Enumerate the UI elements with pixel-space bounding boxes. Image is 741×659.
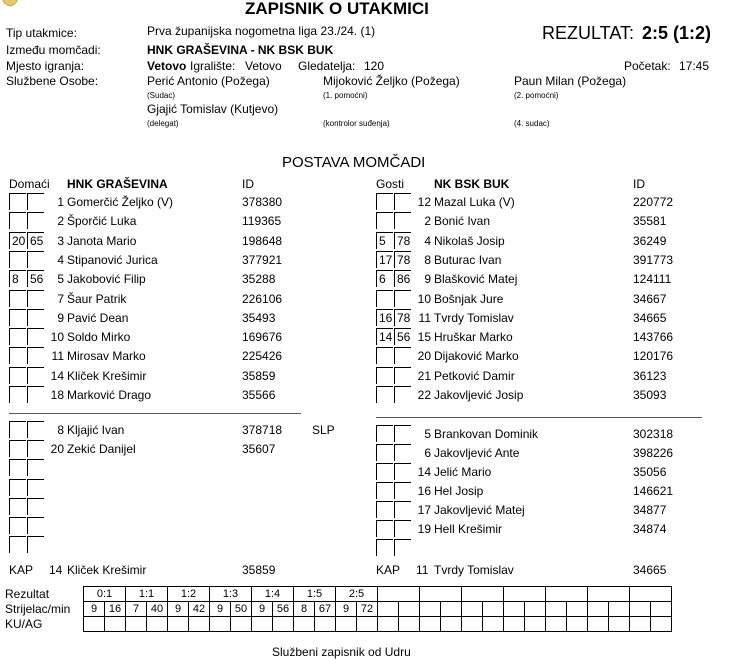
official-role: (4. sudac)	[514, 119, 550, 128]
sub-in-cell	[9, 193, 26, 210]
sub-in-cell	[9, 498, 26, 515]
player-name: Šaur Patrik	[67, 291, 127, 306]
player-number: 14	[50, 368, 64, 383]
sub-in-cell	[376, 212, 393, 229]
player-number: 2	[424, 214, 431, 229]
score-table	[5, 586, 672, 632]
official-name: Mijoković Željko (Požega)	[323, 74, 460, 88]
player-id: 35493	[242, 310, 276, 325]
scorer-number-cell: 9	[168, 602, 189, 617]
sub-in-cell	[9, 517, 26, 534]
scorer-number-cell	[588, 602, 609, 617]
player-number: 8	[57, 423, 64, 437]
player-id: 35566	[242, 388, 276, 402]
score-row-label: Rezultat	[5, 587, 50, 601]
scorer-number-cell: 8	[294, 602, 315, 617]
player-number: 5	[424, 427, 431, 441]
player-number: 4	[57, 252, 64, 267]
sub-minute-cell	[27, 517, 44, 534]
scorer-minute-cell: 67	[315, 602, 336, 617]
player-id: 34874	[633, 522, 667, 536]
sub-in-cell	[376, 386, 393, 403]
cards-cell	[294, 617, 315, 632]
start-value: 17:45	[679, 59, 710, 73]
sub-in-cell	[9, 479, 26, 496]
score-cell: 1:2	[168, 587, 210, 602]
score-cell: 1:4	[252, 587, 294, 602]
sub-in-cell	[9, 440, 26, 457]
player-number: 21	[417, 368, 431, 383]
attendance-value: 120	[364, 59, 385, 73]
score-cell	[462, 587, 504, 602]
sub-in-cell	[376, 539, 393, 556]
sub-minute-cell: 78	[394, 309, 411, 326]
score-cell	[630, 587, 672, 602]
player-id: 34665	[633, 310, 667, 325]
home-captain-id: 35859	[242, 563, 276, 577]
score-cell	[588, 587, 630, 602]
result-label: REZULTAT:	[542, 23, 635, 43]
official-role: (2. pomoćni)	[514, 91, 559, 100]
official-role: (delegat)	[147, 119, 179, 128]
player-number: 9	[57, 310, 64, 325]
cards-cell	[441, 617, 462, 632]
scorer-row	[5, 602, 672, 617]
attendance-label: Gledatelja:	[298, 59, 356, 73]
sub-in-cell	[9, 328, 26, 345]
player-id: 378380	[242, 195, 283, 209]
cards-cell	[336, 617, 357, 632]
player-number: 20	[50, 442, 64, 457]
sub-in-cell	[376, 463, 393, 480]
sub-minute-cell	[27, 536, 44, 553]
sub-in-cell	[376, 444, 393, 461]
cards-row	[5, 617, 672, 632]
player-name: Bošnjak Jure	[434, 291, 504, 306]
cards-cell	[357, 617, 378, 632]
player-number: 16	[417, 484, 431, 498]
player-name: Pavić Dean	[67, 310, 129, 325]
player-number: 18	[50, 388, 64, 402]
player-id: 34877	[633, 503, 667, 517]
player-number: 11	[51, 349, 64, 364]
player-id: 378718	[242, 423, 283, 437]
player-name: Nikolaš Josip	[434, 233, 505, 248]
player-id: 146621	[633, 484, 674, 498]
official-name: Gjajić Tomislav (Kutjevo)	[147, 102, 279, 116]
sub-in-cell	[9, 290, 26, 307]
scorer-minute-cell	[567, 602, 588, 617]
cards-cell	[105, 617, 126, 632]
officials-label: Službene Osobe:	[6, 74, 99, 88]
sub-minute-cell	[27, 459, 44, 476]
sub-in-cell	[376, 482, 393, 499]
ground-value: Vetovo	[245, 59, 282, 73]
sub-minute-cell	[394, 539, 411, 556]
player-number: 10	[417, 291, 431, 306]
score-cell: 0:1	[84, 587, 126, 602]
scorer-minute-cell	[441, 602, 462, 617]
scorer-minute-cell: 72	[357, 602, 378, 617]
sub-in-cell	[9, 459, 26, 476]
player-number: 10	[50, 330, 64, 345]
player-id: 35288	[242, 272, 276, 287]
sub-in-cell	[9, 212, 26, 229]
cards-cell	[189, 617, 210, 632]
player-name: Zekić Danijel	[67, 442, 136, 457]
scorer-minute-cell	[525, 602, 546, 617]
player-id: 36123	[633, 368, 667, 383]
scorer-number-cell	[546, 602, 567, 617]
sub-in-cell	[9, 367, 26, 384]
player-name: Soldo Mirko	[67, 330, 131, 345]
cards-cell	[420, 617, 441, 632]
cards-cell	[315, 617, 336, 632]
sub-in-cell	[9, 536, 26, 553]
player-id: 143766	[633, 330, 674, 345]
scorer-minute-cell	[483, 602, 504, 617]
score-cell: 1:3	[210, 587, 252, 602]
scorer-minute-cell: 56	[273, 602, 294, 617]
player-name: Jakobović Filip	[67, 272, 146, 287]
player-number: 19	[417, 522, 431, 536]
player-name: Jakovljević Josip	[434, 388, 524, 402]
sub-in-cell	[9, 347, 26, 364]
score-cell	[546, 587, 588, 602]
cards-cell	[546, 617, 567, 632]
player-id: 120176	[633, 349, 674, 364]
player-id: 36249	[633, 233, 667, 248]
official-role: (1. pomoćni)	[323, 91, 368, 100]
sub-in-cell	[376, 347, 393, 364]
away-captain-id: 34665	[633, 563, 667, 577]
home-team-name: HNK GRAŠEVINA	[67, 177, 168, 191]
scorer-number-cell: 9	[252, 602, 273, 617]
slp-label: SLP	[312, 423, 335, 437]
sub-minute-cell: 56	[27, 270, 44, 287]
player-name: Blašković Matej	[434, 272, 518, 287]
player-name: Buturac Ivan	[434, 252, 502, 267]
cards-cell	[147, 617, 168, 632]
official-role: (Sudac)	[147, 91, 176, 100]
scorer-number-cell: 9	[210, 602, 231, 617]
cards-cell	[567, 617, 588, 632]
sub-minute-cell	[27, 498, 44, 515]
cards-cell	[504, 617, 525, 632]
scorer-minute-cell	[651, 602, 672, 617]
sub-minute-cell: 78	[394, 232, 411, 249]
score-cell	[504, 587, 546, 602]
away-captain-name: Tvrdy Tomislav	[434, 563, 514, 577]
sub-in-cell	[376, 193, 393, 210]
sub-in-cell	[376, 425, 393, 442]
teams-value: HNK GRAŠEVINA - NK BSK BUK	[147, 43, 334, 57]
player-number: 2	[57, 214, 64, 229]
player-name: Janota Mario	[67, 233, 137, 248]
player-id: 225426	[242, 349, 283, 364]
player-id: 377921	[242, 252, 283, 267]
page-title: ZAPISNIK O UTAKMICI	[245, 0, 429, 18]
home-captain-label: KAP	[9, 563, 34, 577]
cards-cell	[483, 617, 504, 632]
player-name: Marković Drago	[67, 388, 152, 402]
venue-label: Mjesto igranja:	[6, 59, 85, 73]
player-id: 302318	[633, 427, 674, 441]
sub-in-cell	[9, 386, 26, 403]
home-captain-number: 14	[49, 563, 63, 577]
player-number: 6	[424, 446, 431, 460]
cards-cell	[525, 617, 546, 632]
player-number: 8	[424, 252, 431, 267]
score-cell: 2:5	[336, 587, 378, 602]
cards-cell	[462, 617, 483, 632]
player-number: 11	[418, 310, 431, 325]
player-name: Šporčić Luka	[67, 214, 137, 229]
sub-in-cell	[376, 290, 393, 307]
player-number: 15	[417, 330, 431, 345]
player-number: 3	[57, 233, 64, 248]
player-number: 22	[417, 388, 431, 402]
player-id: 391773	[633, 252, 674, 267]
home-captain-name: Kliček Krešimir	[67, 563, 147, 577]
player-number: 12	[417, 195, 431, 209]
official-name: Paun Milan (Požega)	[514, 74, 627, 88]
player-name: Kliček Krešimir	[67, 368, 147, 383]
away-label: Gosti	[376, 177, 405, 191]
scorer-number-cell	[378, 602, 399, 617]
sub-minute-cell: 56	[394, 328, 411, 345]
away-divider	[376, 417, 702, 418]
away-captain-label: KAP	[376, 563, 401, 577]
player-name: Hell Krešimir	[434, 522, 503, 536]
player-name: Hel Josip	[434, 484, 484, 498]
player-id: 35607	[242, 442, 276, 457]
scorer-number-cell: 9	[84, 602, 105, 617]
player-name: Mazal Luka (V)	[434, 195, 515, 209]
player-id: 35056	[633, 465, 667, 479]
sub-in-cell: 14	[376, 328, 393, 345]
scorer-row-label: Strijelac/min	[5, 602, 71, 616]
away-id-header: ID	[633, 177, 645, 191]
score-cell	[378, 587, 420, 602]
scorer-number-cell: 9	[336, 602, 357, 617]
sub-in-cell: 8	[9, 270, 26, 287]
cards-cell	[126, 617, 147, 632]
sub-in-cell: 17	[376, 251, 393, 268]
cards-cell	[84, 617, 105, 632]
sub-in-cell	[9, 421, 26, 438]
tip-label: Tip utakmice:	[6, 26, 77, 40]
venue-city: Vetovo	[147, 59, 187, 73]
player-name: Bonić Ivan	[434, 214, 491, 229]
player-id: 220772	[633, 195, 674, 209]
player-name: Dijaković Marko	[434, 349, 519, 364]
score-cell: 1:1	[126, 587, 168, 602]
sub-in-cell: 16	[376, 309, 393, 326]
sub-minute-cell	[27, 479, 44, 496]
home-divider	[9, 413, 301, 414]
player-number: 7	[57, 291, 64, 306]
sub-minute-cell: 78	[394, 251, 411, 268]
player-name: Jakovljević Ante	[434, 446, 520, 460]
cards-row-label: KU/AG	[5, 617, 43, 631]
scorer-minute-cell	[399, 602, 420, 617]
player-id: 124111	[633, 272, 672, 287]
sub-in-cell	[376, 501, 393, 518]
footer-text: Službeni zapisnik od Udru	[272, 645, 411, 659]
sub-in-cell	[376, 367, 393, 384]
scorer-minute-cell: 42	[189, 602, 210, 617]
cards-cell	[630, 617, 651, 632]
result-value: 2:5 (1:2)	[642, 23, 712, 43]
sub-minute-cell: 86	[394, 270, 411, 287]
ground-label: Igralište:	[190, 59, 236, 73]
player-number: 14	[417, 465, 431, 479]
player-number: 4	[424, 233, 431, 248]
player-id: 35581	[633, 214, 667, 229]
cards-cell	[609, 617, 630, 632]
scorer-minute-cell: 16	[105, 602, 126, 617]
sub-in-cell: 6	[376, 270, 393, 287]
sub-in-cell	[9, 251, 26, 268]
cards-cell	[378, 617, 399, 632]
player-id: 35093	[633, 388, 667, 402]
cards-cell	[168, 617, 189, 632]
player-name: Mirosav Marko	[67, 349, 146, 364]
start-label: Početak:	[624, 59, 671, 73]
scorer-minute-cell	[609, 602, 630, 617]
away-captain-number: 11	[416, 563, 429, 577]
cards-cell	[399, 617, 420, 632]
sub-in-cell: 5	[376, 232, 393, 249]
scorer-number-cell	[504, 602, 525, 617]
home-id-header: ID	[242, 177, 254, 191]
player-id: 34667	[633, 291, 667, 306]
player-number: 5	[57, 272, 64, 287]
player-name: Jelić Mario	[434, 465, 492, 479]
player-id: 398226	[633, 446, 674, 460]
player-name: Tvrdy Tomislav	[434, 310, 514, 325]
player-name: Brankovan Dominik	[434, 427, 539, 441]
player-name: Jakovljević Matej	[434, 503, 525, 517]
sub-in-cell	[9, 309, 26, 326]
player-number: 9	[424, 272, 431, 287]
score-row	[5, 587, 672, 602]
sub-minute-cell: 65	[27, 232, 44, 249]
home-label: Domaći	[9, 177, 50, 191]
cards-cell	[210, 617, 231, 632]
sub-in-cell	[376, 520, 393, 537]
lineup-title: POSTAVA MOMČADI	[282, 154, 426, 171]
tip-value: Prva županijska nogometna liga 23./24. (1)	[147, 24, 376, 38]
scorer-number-cell	[420, 602, 441, 617]
player-number: 17	[417, 503, 431, 517]
player-id: 169676	[242, 330, 283, 345]
score-cell: 1:5	[294, 587, 336, 602]
scorer-number-cell	[630, 602, 651, 617]
away-team-name: NK BSK BUK	[434, 177, 510, 191]
player-name: Stipanović Jurica	[67, 252, 158, 267]
teams-label: Između momčadi:	[6, 43, 101, 57]
official-role: (kontrolor suđenja)	[323, 119, 390, 128]
scorer-number-cell	[462, 602, 483, 617]
sub-in-cell: 20	[9, 232, 26, 249]
player-id: 226106	[242, 291, 283, 306]
score-cell	[420, 587, 462, 602]
cards-cell	[231, 617, 252, 632]
player-name: Hruškar Marko	[434, 330, 513, 345]
player-name: Petković Damir	[434, 368, 515, 383]
cards-cell	[273, 617, 294, 632]
player-number: 1	[57, 195, 64, 209]
official-name: Perić Antonio (Požega)	[147, 74, 270, 88]
scorer-minute-cell: 50	[231, 602, 252, 617]
cards-cell	[651, 617, 672, 632]
scorer-number-cell: 7	[126, 602, 147, 617]
player-id: 198648	[242, 233, 283, 248]
player-id: 35859	[242, 368, 276, 383]
cards-cell	[252, 617, 273, 632]
cards-cell	[588, 617, 609, 632]
association-logo	[2, 0, 18, 6]
player-name: Kljajić Ivan	[67, 423, 125, 437]
player-id: 119365	[242, 214, 282, 229]
player-number: 20	[417, 349, 431, 364]
scorer-minute-cell: 40	[147, 602, 168, 617]
player-name: Gomerčić Željko (V)	[67, 195, 174, 209]
